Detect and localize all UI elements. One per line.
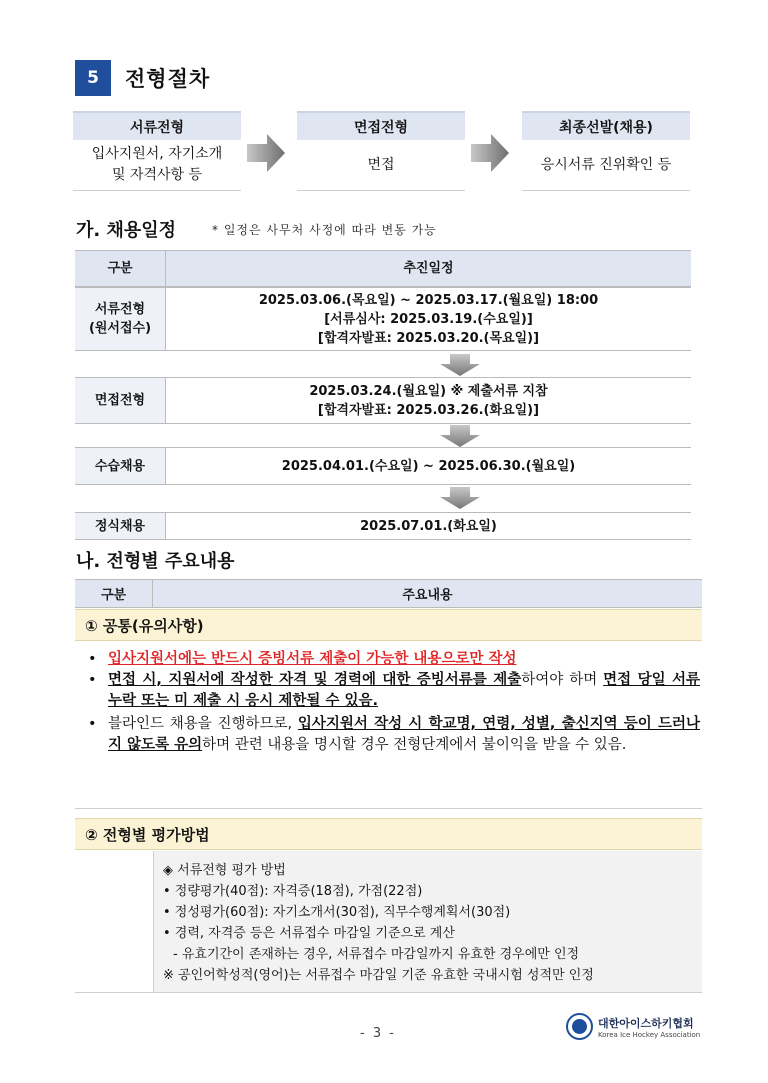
flow-step-document	[73, 111, 241, 191]
eval-category-cell	[75, 851, 153, 993]
list-item: • 입사지원서에는 반드시 증빙서류 제출이 가능한 내용으로만 작성	[88, 651, 517, 667]
flow-step-head: 면접전형	[297, 111, 465, 140]
header-category: 구분	[75, 580, 153, 607]
logo-emblem-icon	[566, 1013, 593, 1040]
section-header	[75, 60, 210, 96]
eval-line: ◈ 서류전형 평가 방법	[163, 863, 286, 878]
row-line: [합격자발표: 2025.03.26.(화요일)]	[317, 402, 540, 418]
row-label: 정식채용	[75, 513, 166, 539]
divider	[75, 808, 702, 809]
row-label: 서류전형 (원서접수)	[75, 288, 166, 350]
table-row	[75, 377, 691, 424]
flow-step-body: 입사지원서, 자기소개 및 자격사항 등	[73, 140, 241, 191]
flow-step-head: 최종선발(채용)	[522, 111, 690, 140]
eval-line: • 경력, 자격증 등은 서류접수 마감일 기준으로 계산	[163, 926, 455, 941]
row-line: [합격자발표: 2025.03.20.(목요일)]	[317, 330, 540, 346]
row-line: 2025.03.24.(월요일) ※ 제출서류 지참	[309, 383, 548, 399]
arrow-down-icon	[440, 425, 480, 447]
org-name-ko: 대한아이스하키협회	[598, 1016, 694, 1030]
row-label: 수습채용	[75, 448, 166, 484]
schedule-title: 가. 채용일정	[76, 220, 177, 241]
section-title: 전형절차	[125, 67, 211, 91]
row-line: 2025.07.01.(화요일)	[360, 518, 497, 534]
row-line: 2025.03.06.(목요일) ~ 2025.03.17.(월요일) 18:00	[258, 292, 599, 308]
eval-method-title: ② 전형별 평가방법	[75, 818, 702, 850]
table-row	[75, 512, 691, 540]
flow-step-body: 응시서류 진위확인 등	[522, 140, 690, 191]
list-item: • 블라인드 채용을 진행하므로, 입사지원서 작성 시 학교명, 연령, 성별, 출신지역 등이 드러나지 않도록 유의하며 관련 내용을 명시할 경우 전형단계에서 불이익을 받을 수 있음.	[88, 716, 700, 753]
organization-logo	[566, 1013, 700, 1040]
common-notes-list	[88, 649, 700, 756]
table-row	[75, 447, 691, 485]
row-label: 면접전형	[75, 378, 166, 423]
eval-method-lines	[163, 860, 594, 986]
process-flow	[73, 111, 690, 191]
arrow-right-icon	[471, 134, 509, 172]
contents-title: 나. 전형별 주요내용	[76, 551, 235, 572]
header-schedule: 추진일정	[403, 261, 454, 276]
arrow-right-icon	[247, 134, 285, 172]
row-line: 2025.04.01.(수요일) ~ 2025.06.30.(월요일)	[281, 458, 576, 474]
eval-line: • 정성평가(60점): 자기소개서(30점), 직무수행계획서(30점)	[163, 905, 511, 920]
contents-table-header	[75, 579, 702, 608]
flow-step-final	[522, 111, 690, 191]
org-name-en: Korea Ice Hockey Association	[598, 1030, 701, 1039]
arrow-down-icon	[440, 354, 480, 376]
flow-step-head: 서류전형	[73, 111, 241, 140]
flow-step-interview	[297, 111, 465, 191]
eval-line: - 유효기간이 존재하는 경우, 서류접수 마감일까지 유효한 경우에만 인정	[173, 947, 580, 962]
page-number: - 3 -	[360, 1026, 396, 1041]
warning-text: 입사지원서에는 반드시 증빙서류 제출이 가능한 내용으로만 작성	[108, 651, 517, 667]
flow-step-body: 면접	[297, 140, 465, 191]
list-item: • 면접 시, 지원서에 작성한 자격 및 경력에 대한 증빙서류를 제출하여야 하며 면접 당일 서류 누락 또는 미 제출 시 응시 제한될 수 있음.	[88, 672, 700, 709]
table-header-row	[75, 250, 691, 287]
common-notes-title: ① 공통(유의사항)	[75, 609, 702, 641]
table-row	[75, 287, 691, 351]
row-line: [서류심사: 2025.03.19.(수요일)]	[324, 311, 533, 327]
header-contents: 주요내용	[402, 588, 453, 603]
eval-line: • 정량평가(40점): 자격증(18점), 가점(22점)	[163, 884, 423, 899]
section-number: 5	[75, 60, 111, 96]
schedule-note: * 일정은 사무처 사정에 따라 변동 가능	[212, 223, 437, 237]
header-category: 구분	[75, 251, 166, 286]
arrow-down-icon	[440, 487, 480, 509]
eval-line: ※ 공인어학성적(영어)는 서류접수 마감일 기준 유효한 국내시험 성적만 인정	[163, 968, 594, 983]
